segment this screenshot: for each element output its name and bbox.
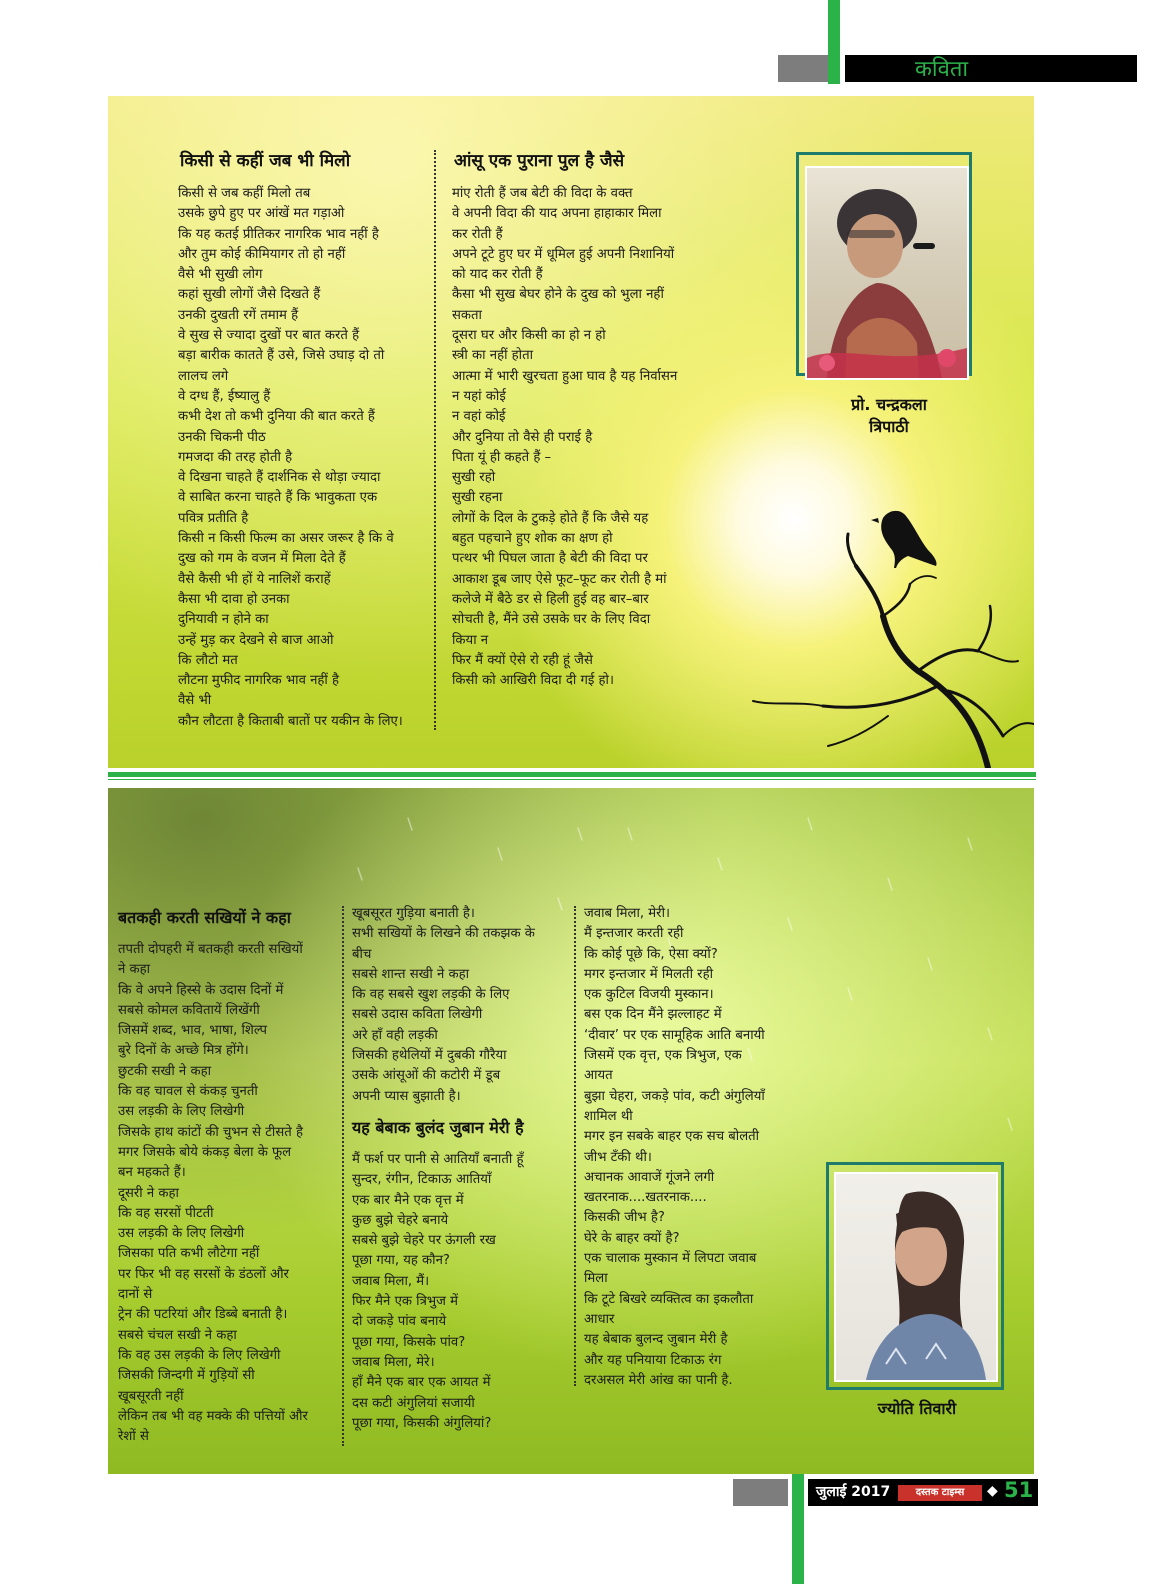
poem-line: शामिल थी <box>584 1108 633 1124</box>
poem-line: पवित्र प्रतीति है <box>178 510 249 526</box>
poem-line: जिसमें एक वृत्त, एक त्रिभुज, एक <box>584 1048 742 1064</box>
poem-line: पर फिर भी वह सरसों के डंठलों और <box>118 1266 289 1282</box>
header-black-band <box>845 55 1137 82</box>
poem-line: जिसके हाथ कांटों की चुभन से टीसते है <box>118 1124 303 1140</box>
poem-line: एक कुटिल विजयी मुस्कान। <box>584 987 714 1003</box>
poem-line: ‘दीवार’ पर एक सामूहिक आति बनायी <box>584 1027 765 1043</box>
poem-line: बस एक दिन मैंने झल्लाहट में <box>584 1007 722 1023</box>
footer-diamond-icon: ◆ <box>987 1483 998 1499</box>
poem-line: मिला <box>584 1271 608 1287</box>
poem-line: लालच लगे <box>178 368 229 384</box>
poem-line: कर रोती हैं <box>452 226 503 242</box>
poem4-continued <box>584 904 765 1391</box>
poem-line: बुझा चेहरा, जकड़े पांव, कटी अंगुलियाँ <box>584 1088 765 1104</box>
poem-line: अचानक आवाजें गूंजने लगी <box>584 1169 715 1185</box>
poem-line: कि कोई पूछे कि, ऐसा क्यों? <box>584 946 718 962</box>
portrait-illustration <box>836 1174 996 1380</box>
poem-line: उनकी चिकनी पीठ <box>178 429 266 445</box>
poem-line: न वहां कोई <box>452 409 506 425</box>
poem-line: सकता <box>452 307 482 323</box>
poem-line: दुनियावी न होने का <box>178 612 269 628</box>
poem-line: कि वह सरसों पीटती <box>118 1205 214 1221</box>
poem-line: छुटकी सखी ने कहा <box>118 1063 211 1079</box>
poem-line: कि यह कतई प्रीतिकर नागरिक भाव नहीं है <box>178 226 379 242</box>
poem1-body <box>178 184 403 732</box>
poem-line: अपने टूटे हुए घर में धूमिल हुई अपनी निशानियों <box>452 246 675 262</box>
poem-line: मगर इन्तजार में मिलती रही <box>584 966 713 982</box>
poem-line: जिसमें शब्द, भाव, भाषा, शिल्प <box>118 1023 267 1039</box>
poem-line: कि वे अपने हिस्से के उदास दिनों में <box>118 982 284 998</box>
poem-line: दुख को गम के वजन में मिला देते हैं <box>178 551 346 567</box>
poem-line: मगर इन सबके बाहर एक सच बोलती <box>584 1129 760 1145</box>
footer-green-bar <box>792 1474 804 1584</box>
poem-line: कौन लौटता है किताबी बातों पर यकीन के लिए। <box>178 713 403 729</box>
poem-line: आत्मा में भारी खुरचता हुआ घाव है यह निर्वासन <box>452 368 678 384</box>
poem-line: उसके आंसूओं की कटोरी में डूब <box>352 1068 501 1084</box>
poem-line: जवाब मिला, मेरी। <box>584 906 670 921</box>
poem-line: ट्रेन की पटरियां और डिब्बे बनाती है। <box>118 1307 288 1323</box>
poem-line: वैसे भी सुखी लोग <box>178 267 263 283</box>
poem-line: एक चालाक मुस्कान में लिपटा जवाब <box>584 1251 757 1267</box>
section-separator-thin <box>108 779 1036 780</box>
poem4-title: यह बेबाक बुलंद जुबान मेरी है <box>352 1118 524 1137</box>
poem-line: उसके छुपे हुए पर आंखें मत गड़ाओ <box>178 206 345 222</box>
poem-line: घेरे के बाहर क्यों है? <box>584 1230 680 1246</box>
poem-line: दो जकड़े पांव बनाये <box>352 1314 447 1330</box>
poem-line: दानों से <box>118 1287 153 1303</box>
poem-line: फिर मैं क्यों ऐसे रो रही हूं जैसे <box>452 652 593 668</box>
top-poem-panel <box>108 96 1034 768</box>
poem-line: कि वह उस लड़की के लिए लिखेगी <box>118 1347 281 1363</box>
column-divider <box>342 906 344 1446</box>
poem-line: लौटना मुफीद नागरिक भाव नहीं है <box>178 673 340 689</box>
poem-line: सबसे बुझे चेहरे पर ऊंगली रख <box>352 1233 496 1249</box>
poem-line: और दुनिया तो वैसे ही पराई है <box>452 429 593 445</box>
poem3-body <box>118 940 308 1447</box>
poem-line: और तुम कोई कीमियागर तो हो नहीं <box>178 246 346 262</box>
poem-line: सबसे कोमल कवितायें लिखेंगी <box>118 1002 260 1018</box>
poem-line: जवाब मिला, मैं। <box>352 1273 430 1289</box>
poet1-name-line1: प्रो. चन्द्रकला <box>851 395 927 414</box>
poem-line: सबसे चंचल सखी ने कहा <box>118 1327 237 1343</box>
poem-line: दस कटी अंगुलियां सजायी <box>352 1395 475 1411</box>
poem-line: हाँ मैने एक बार एक आयत में <box>352 1375 491 1391</box>
poem-line: कि वह चावल से कंकड़ चुनती <box>118 1084 258 1100</box>
poem-line: किया न <box>452 632 489 648</box>
poem-line: आयत <box>584 1068 613 1084</box>
column-divider <box>574 906 576 1386</box>
poem-line: जवाब मिला, मेरे। <box>352 1354 435 1370</box>
poem-line: सबसे उदास कविता लिखेगी <box>352 1007 483 1023</box>
header-grey-block <box>778 55 828 82</box>
poet1-name-line2: त्रिपाठी <box>869 417 909 436</box>
poem-line: फिर मैने एक त्रिभुज में <box>352 1294 459 1310</box>
poem-line: जीभ टँकी थी। <box>584 1149 652 1165</box>
poem-line: कि टूटे बिखरे व्यक्तित्व का इकलौता <box>584 1291 754 1307</box>
poem-line: मगर जिसके बोये कंकड़ बेला के फूल <box>118 1144 292 1160</box>
poem-line: पूछा गया, किसकी अंगुलियां? <box>352 1415 492 1431</box>
poem-line: ने कहा <box>118 962 151 978</box>
poem-line: किसी न किसी फिल्म का असर जरूर है कि वे <box>178 531 394 547</box>
poem4-body <box>352 1150 523 1434</box>
poem-line: उनकी दुखती रगें तमाम हैं <box>178 307 299 323</box>
poem-line: कभी देश तो कभी दुनिया की बात करते हैं <box>178 409 375 425</box>
poem-line: मैं फर्श पर पानी से आतियाँ बनाती हूँ <box>352 1152 524 1167</box>
header-green-bar <box>828 0 840 84</box>
poem-line: लोगों के दिल के टुकड़े होते हैं कि जैसे यह <box>452 510 649 526</box>
section-separator <box>108 772 1036 777</box>
poem-line: वैसे कैसी भी हों ये नालिशें कराहें <box>178 571 331 587</box>
poem-line: कैसा भी सुख बेघर होने के दुख को भुला नहीं <box>452 287 664 303</box>
poem-line: जिसका पति कभी लौटेगा नहीं <box>118 1246 260 1262</box>
poem-line: एक बार मैने एक वृत्त में <box>352 1192 464 1208</box>
poem-line: पिता यूं ही कहते हैं – <box>452 449 552 465</box>
poem-line: पत्थर भी पिघल जाता है बेटी की विदा पर <box>452 551 648 567</box>
poem-line: वे साबित करना चाहते हैं कि भावुकता एक <box>178 490 378 506</box>
poem-line: बीच <box>352 946 372 962</box>
poem-line: उस लड़की के लिए लिखेगी <box>118 1104 245 1120</box>
poem-line: कि वह सबसे खुश लड़की के लिए <box>352 987 510 1003</box>
column-divider <box>434 150 436 730</box>
section-title: कविता <box>915 57 969 82</box>
poem-line: सबसे शान्त सखी ने कहा <box>352 966 470 982</box>
poet2-caption: ज्योति तिवारी <box>877 1399 957 1418</box>
poem-line: दूसरी ने कहा <box>118 1185 179 1201</box>
poem-line: दरअसल मेरी आंख का पानी है. <box>584 1372 733 1388</box>
poem-line: लेकिन तब भी वह मक्के की पत्तियों और <box>118 1408 308 1424</box>
poem-line: वे दिखना चाहते हैं दार्शनिक से थोड़ा ज्यादा <box>178 470 381 486</box>
poem-line: बुरे दिनों के अच्छे मित्र होंगे। <box>118 1043 249 1059</box>
poem2-title: आंसू एक पुराना पुल है जैसे <box>454 151 625 171</box>
poem-line: बड़ा बारीक कातते हैं उसे, जिसे उघाड़ दो तो <box>178 348 385 364</box>
poem-line: खूबसूरती नहीं <box>118 1388 184 1404</box>
poem-line: खूबसूरत गुड़िया बनाती है। <box>352 906 475 921</box>
poem-line: जिसकी हथेलियों में दुबकी गौरैया <box>352 1048 507 1064</box>
poet1-photo <box>805 166 969 380</box>
poem-line: आकाश डूब जाए ऐसे फूट–फूट कर रोती है मां <box>452 571 667 587</box>
poem-line: अपनी प्यास बुझाती है। <box>352 1088 461 1104</box>
magazine-logo: दस्तक टाइम्स <box>898 1485 982 1501</box>
poem3-title: बतकही करती सखियों ने कहा <box>118 908 291 927</box>
tree-crow-illustration <box>738 496 1034 768</box>
poem-line: और यह पनियाया टिकाऊ रंग <box>584 1352 722 1368</box>
poem-line: खतरनाक....खतरनाक.... <box>584 1190 707 1206</box>
poem-line: आधार <box>584 1311 615 1327</box>
poem-line: सुखी रहना <box>452 490 503 506</box>
poem-line: मैं इन्तजार करती रही <box>584 926 684 942</box>
poem-line: यह बेबाक बुलन्द जुबान मेरी है <box>584 1332 728 1348</box>
poem-line: कि लौटो मत <box>178 652 238 668</box>
poem-line: बन महकते हैं। <box>118 1165 186 1181</box>
poem-line: स्त्री का नहीं होता <box>452 348 534 364</box>
poem-line: पूछा गया, यह कौन? <box>352 1253 450 1269</box>
poem-line: कहां सुखी लोगों जैसे दिखते हैं <box>178 287 321 303</box>
poem-line: वे सुख से ज्यादा दुखों पर बात करते हैं <box>178 328 360 344</box>
poem-line: किसी से जब कहीं मिलो तब <box>178 186 311 201</box>
poem-line: गमजदा की तरह होती है <box>178 449 293 465</box>
poem-line: वे अपनी विदा की याद अपना हाहाकार मिला <box>452 206 662 222</box>
poet1-caption <box>794 394 984 438</box>
poem-line: उस लड़की के लिए लिखेगी <box>118 1226 245 1242</box>
poem-line: को याद कर रोती हैं <box>452 267 543 283</box>
poem-line: सुन्दर, रंगीन, टिकाऊ आतियाँ <box>352 1172 492 1188</box>
poem-line: सोचती है, मैंने उसे उसके घर के लिए विदा <box>452 612 651 628</box>
page-number: 51 <box>1004 1478 1034 1502</box>
poem1-title: किसी से कहीं जब भी मिलो <box>180 151 351 171</box>
poem-line: अरे हाँ वही लड़की <box>352 1027 438 1043</box>
poem-line: वैसे भी <box>178 693 212 709</box>
issue-date: जुलाई 2017 <box>816 1484 891 1500</box>
poem-line: सुखी रहो <box>452 470 496 486</box>
poem-line: किसकी जीभ है? <box>584 1210 665 1226</box>
poem-line: सभी सखियों के लिखने की तकझक के <box>352 926 535 942</box>
poem-line: कुछ बुझे चेहरे बनाये <box>352 1212 449 1228</box>
poem-line: पूछा गया, किसके पांव? <box>352 1334 466 1350</box>
poem-line: कलेजे में बैठे डर से हिली हुई वह बार–बार <box>452 591 649 607</box>
poem-line: किसी को आखिरी विदा दी गई हो। <box>452 673 614 689</box>
poem-line: दूसरा घर और किसी का हो न हो <box>452 328 606 344</box>
portrait-illustration <box>807 168 967 378</box>
poem-line: मांए रोती हैं जब बेटी की विदा के वक्त <box>452 186 633 201</box>
poem3-continued <box>352 904 535 1107</box>
poem-line: बहुत पहचाने हुए शोक का क्षण हो <box>452 531 613 547</box>
poem-line: जिसकी जिन्दगी में गुड़ियों सी <box>118 1368 255 1384</box>
poet2-photo <box>834 1172 998 1382</box>
poem-line: रेशों से <box>118 1429 149 1445</box>
poem2-body <box>452 184 677 691</box>
poem-line: कैसा भी दावा हो उनका <box>178 591 290 607</box>
bottom-poem-panel <box>108 788 1034 1474</box>
poem-line: तपती दोपहरी में बतकही करती सखियों <box>118 942 303 957</box>
poem-line: न यहां कोई <box>452 388 506 404</box>
poem-line: वे दग्ध हैं, ईष्यालु हैं <box>178 388 271 404</box>
footer-grey-block <box>733 1479 788 1506</box>
poem-line: उन्हें मुड़ कर देखने से बाज आओ <box>178 632 334 648</box>
